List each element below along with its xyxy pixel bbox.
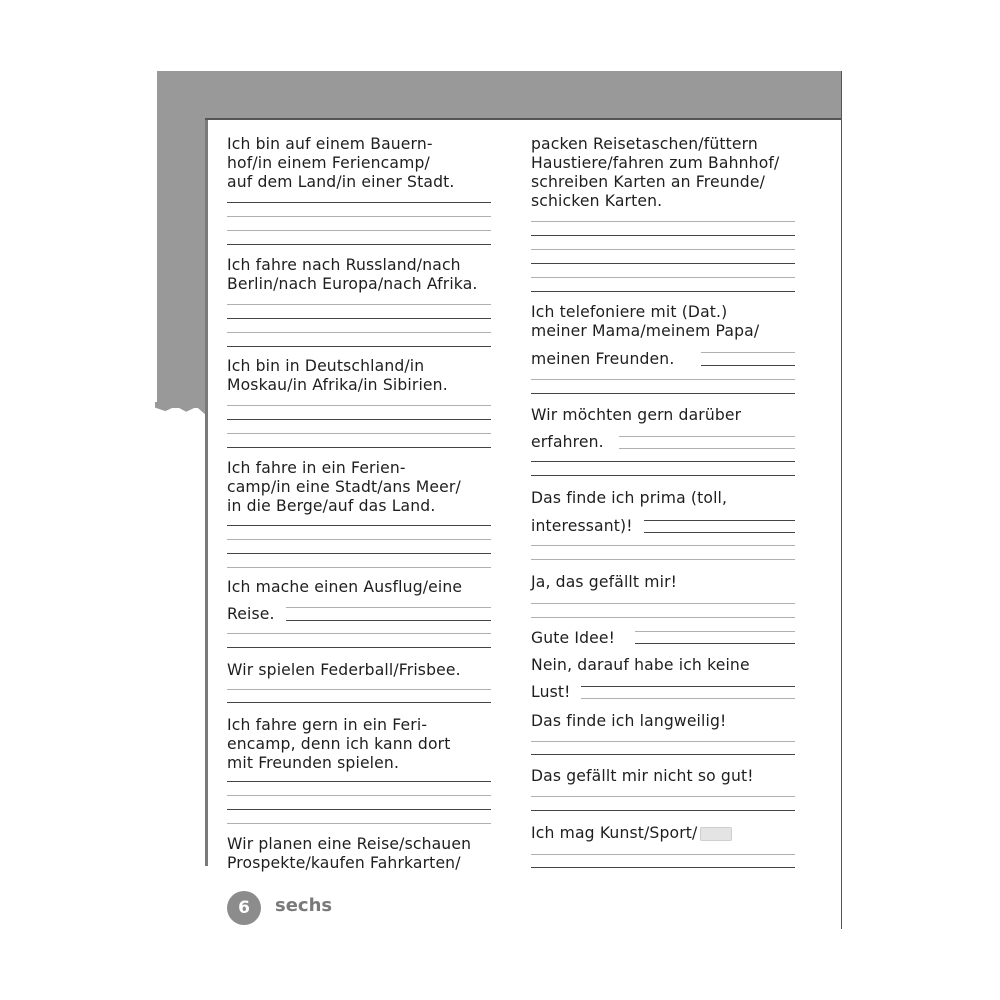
writing-line[interactable]: [531, 867, 795, 868]
page-number-word: sechs: [275, 895, 333, 916]
writing-line[interactable]: [227, 216, 491, 217]
page-number-badge: 6: [227, 891, 261, 925]
writing-line[interactable]: [531, 235, 795, 236]
writing-line[interactable]: [531, 277, 795, 278]
writing-line[interactable]: [531, 617, 795, 618]
phrase-text: erfahren.: [531, 433, 604, 451]
writing-line[interactable]: [227, 795, 491, 796]
page-side-band: [157, 118, 205, 408]
phrase-text: Wir spielen Federball/Frisbee.: [227, 661, 461, 679]
phrase-text: Das gefällt mir nicht so gut!: [531, 767, 754, 785]
page-right-border: [841, 71, 842, 929]
writing-line[interactable]: [531, 545, 795, 546]
torn-edge: [155, 402, 207, 416]
writing-line[interactable]: [227, 304, 491, 305]
writing-line[interactable]: [531, 249, 795, 250]
phrase-text: Das finde ich langweilig!: [531, 712, 727, 730]
phrase-text: Das finde ich prima (toll,: [531, 489, 728, 507]
writing-line[interactable]: [531, 263, 795, 264]
writing-line[interactable]: [531, 796, 795, 797]
writing-line[interactable]: [286, 620, 491, 621]
writing-line[interactable]: [286, 607, 491, 608]
writing-line[interactable]: [227, 230, 491, 231]
phrase-text: Ich telefoniere mit (Dat.) meiner Mama/meinem Papa/: [531, 303, 760, 340]
phrase-text: Wir planen eine Reise/schauen Prospekte/kaufen Fahrkarten/: [227, 835, 472, 872]
phrase-text: packen Reisetaschen/füttern Haustiere/fahren zum Bahnhof/ schreiben Karten an Freunde/ schicken Karten.: [531, 135, 780, 210]
writing-line[interactable]: [227, 525, 491, 526]
writing-line[interactable]: [227, 702, 491, 703]
writing-line[interactable]: [227, 202, 491, 203]
writing-line[interactable]: [635, 643, 795, 644]
phrase-text: Nein, darauf habe ich keine: [531, 656, 750, 674]
writing-line[interactable]: [531, 291, 795, 292]
writing-line[interactable]: [227, 244, 491, 245]
writing-line[interactable]: [701, 365, 795, 366]
phrase-text: meinen Freunden.: [531, 350, 675, 368]
phrase-text: Wir möchten gern darüber: [531, 406, 742, 424]
writing-line[interactable]: [227, 346, 491, 347]
writing-line[interactable]: [227, 539, 491, 540]
writing-line[interactable]: [531, 475, 795, 476]
writing-line[interactable]: [531, 559, 795, 560]
phrase-text: Gute Idee!: [531, 629, 616, 647]
writing-line[interactable]: [644, 520, 795, 521]
writing-line[interactable]: [227, 633, 491, 634]
writing-line[interactable]: [227, 809, 491, 810]
writing-line[interactable]: [531, 221, 795, 222]
writing-line[interactable]: [531, 810, 795, 811]
phrase-text: Ich fahre gern in ein Feri- encamp, denn ich kann dort mit Freunden spielen.: [227, 716, 451, 772]
phrase-text: Lust!: [531, 683, 571, 701]
writing-line[interactable]: [644, 532, 795, 533]
phrase-text: Ich mache einen Ausflug/eine: [227, 578, 463, 596]
writing-line[interactable]: [227, 553, 491, 554]
writing-line[interactable]: [227, 405, 491, 406]
writing-line[interactable]: [531, 379, 795, 380]
writing-line[interactable]: [619, 448, 795, 449]
page-left-border: [205, 120, 208, 866]
writing-line[interactable]: [531, 461, 795, 462]
writing-line[interactable]: [227, 781, 491, 782]
writing-line[interactable]: [581, 686, 795, 687]
writing-line[interactable]: [635, 631, 795, 632]
writing-line[interactable]: [227, 419, 491, 420]
phrase-text: Ich bin auf einem Bauern- hof/in einem Feriencamp/ auf dem Land/in einer Stadt.: [227, 135, 455, 191]
fill-in-box[interactable]: [700, 827, 732, 841]
phrase-text: Ich mag Kunst/Sport/: [531, 824, 795, 843]
phrase-text: Ich fahre in ein Ferien- camp/in eine Stadt/ans Meer/ in die Berge/auf das Land.: [227, 459, 461, 515]
writing-line[interactable]: [227, 332, 491, 333]
page-top-border: [205, 118, 841, 120]
phrase-text: Ich fahre nach Russland/nach Berlin/nach Europa/nach Afrika.: [227, 256, 478, 293]
writing-line[interactable]: [581, 698, 795, 699]
writing-line[interactable]: [531, 603, 795, 604]
phrase-text: interessant)!: [531, 517, 633, 535]
writing-line[interactable]: [531, 741, 795, 742]
writing-line[interactable]: [531, 393, 795, 394]
writing-line[interactable]: [531, 854, 795, 855]
writing-line[interactable]: [227, 318, 491, 319]
phrase-text: Reise.: [227, 605, 275, 623]
writing-line[interactable]: [227, 447, 491, 448]
writing-line[interactable]: [227, 689, 491, 690]
writing-line[interactable]: [227, 823, 491, 824]
phrase-text: Ja, das gefällt mir!: [531, 573, 678, 591]
page-top-band: [157, 71, 841, 118]
writing-line[interactable]: [227, 433, 491, 434]
writing-line[interactable]: [701, 352, 795, 353]
writing-line[interactable]: [227, 567, 491, 568]
writing-line[interactable]: [227, 647, 491, 648]
phrase-text: Ich bin in Deutschland/in Moskau/in Afrika/in Sibirien.: [227, 357, 448, 394]
writing-line[interactable]: [619, 436, 795, 437]
writing-line[interactable]: [531, 754, 795, 755]
